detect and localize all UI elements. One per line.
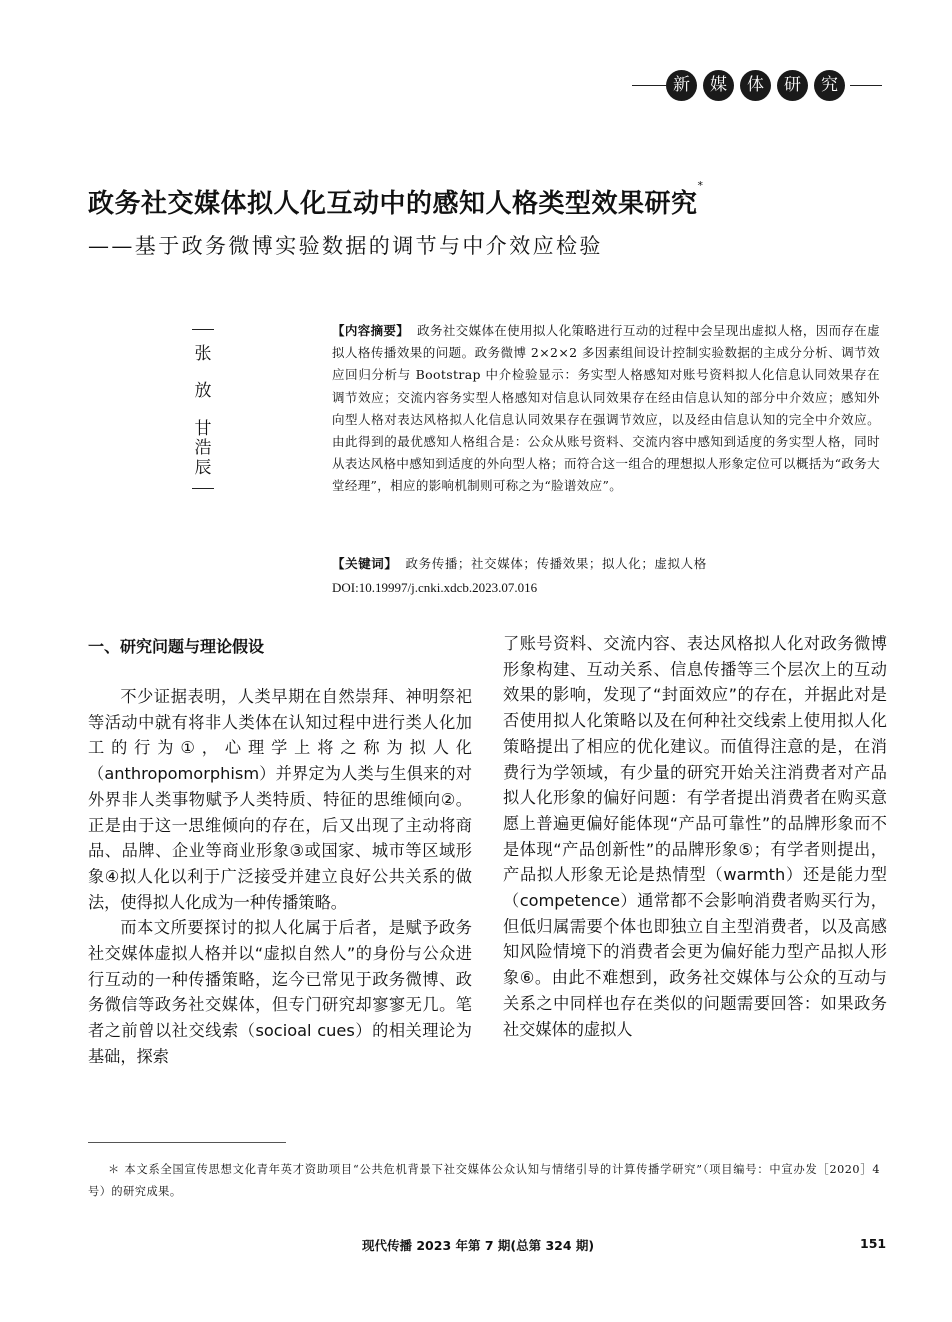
abstract-text: 政务社交媒体在使用拟人化策略进行互动的过程中会呈现出虚拟人格，因而存在虚拟人格传播效果的问题。政务微博 2×2×2 多因素组间设计控制实验数据的主成分分析、调节效应回归分析与 Bootstrap 中介检验显示：务实型人格感知对账号资料拟人化信息认同效果存在调节效应；交流内容务实型人格感知对信息认同效果存在经由信息认知的部分中介效应；感知外向型人格对表达风格拟人化信息认同效果存在强调节效应，以及经由信息认知的完全中介效应。由此得到的最优感知人格组合是：公众从账号资料、交流内容中感知到适度的务实型人格，同时从表达风格中感知到适度的外向型人格；而符合这一组合的理想拟人形象定位可以概括为“政务大堂经理”，相应的影响机制则可称之为“脸谱效应”。	[332, 323, 880, 494]
article-title-text: 政务社交媒体拟人化互动中的感知人格类型效果研究	[88, 189, 698, 219]
badge-line-right	[850, 85, 882, 86]
abstract-label: 【内容摘要】	[332, 323, 410, 338]
badge-char: 体	[740, 70, 771, 101]
badge-line-left	[632, 85, 666, 86]
keywords-text: 政务传播；社交媒体；传播效果；拟人化；虚拟人格	[405, 556, 707, 571]
keywords	[332, 554, 880, 574]
page-number: 151	[860, 1236, 887, 1251]
badge-char: 研	[777, 70, 808, 101]
body-paragraph: 不少证据表明，人类早期在自然崇拜、神明祭祀等活动中就有将非人类体在认知过程中进行类人化加工的行为①，心理学上将之称为拟人化（anthropomorphism）并界定为人类与生俱来的对外界非人类事物赋予人类特质、特征的思维倾向②。正是由于这一思维倾向的存在，后又出现了主动将商品、品牌、企业等商业形象③或国家、城市等区域形象④拟人化以利于广泛接受并建立良好公共关系的做法，使得拟人化成为一种传播策略。	[88, 687, 472, 912]
title-footnote-mark: *	[697, 179, 704, 192]
doi[interactable]: DOI:10.19997/j.cnki.xdcb.2023.07.016	[332, 580, 538, 595]
footnote-rule	[88, 1142, 286, 1143]
badge-char: 新	[666, 70, 697, 101]
body-column-left	[88, 684, 472, 1070]
authors-rule-top	[192, 329, 214, 330]
body-paragraph: 而本文所要探讨的拟人化属于后者，是赋予政务社交媒体虚拟人格并以“虚拟自然人”的身份与公众进行互动的一种传播策略，迄今已常见于政务微博、政务微信等政务社交媒体，但专门研究却寥寥无几。笔者之前曾以社交线索（socioal cues）的相关理论为基础，探索	[88, 918, 472, 1066]
abstract	[332, 320, 880, 498]
keywords-label: 【关键词】	[332, 556, 398, 571]
badge-char: 究	[814, 70, 845, 101]
authors-rule-bottom	[192, 488, 214, 489]
footnote: ＊ 本文系全国宣传思想文化青年英才资助项目“公共危机背景下社交媒体公众认知与情绪引导的计算传播学研究”（项目编号：中宣办发［2020］4 号）的研究成果。	[88, 1163, 880, 1198]
journal-info: 现代传播 2023 年第 7 期(总第 324 期)	[362, 1238, 595, 1253]
author-char: 辰	[194, 458, 212, 478]
article-subtitle: ——基于政务微博实验数据的调节与中介效应检验	[88, 234, 603, 258]
badge-char: 媒	[703, 70, 734, 101]
author-char: 放	[194, 381, 212, 401]
article-title	[88, 179, 868, 220]
body-paragraph: 了账号资料、交流内容、表达风格拟人化对政务微博形象构建、互动关系、信息传播等三个层次上的互动效果的影响，发现了“封面效应”的存在，并据此对是否使用拟人化策略以及在何种社交线索上使用拟人化策略提出了相应的优化建议。而值得注意的是，在消费行为学领域，有少量的研究开始关注消费者对产品拟人化形象的偏好问题：有学者提出消费者在购买意愿上普遍更偏好能体现“产品可靠性”的品牌形象而不是体现“产品创新性”的品牌形象⑤；有学者则提出，产品拟人形象无论是热情型（warmth）还是能力型（competence）通常都不会影响消费者购买行为，但低归属需要个体也即独立自主型消费者，以及高感知风险情境下的消费者会更为偏好能力型产品拟人形象⑥。由此不难想到，政务社交媒体与公众的互动与关系之中同样也存在类似的问题需要回答：如果政务社交媒体的虚拟人	[503, 634, 887, 1039]
author-char: 甘	[194, 419, 212, 439]
section-heading: 一、研究问题与理论假设	[88, 637, 265, 656]
author-char: 张	[194, 344, 212, 364]
body-column-right	[503, 631, 887, 1042]
column-badge	[666, 70, 845, 101]
author-char: 浩	[194, 438, 212, 458]
